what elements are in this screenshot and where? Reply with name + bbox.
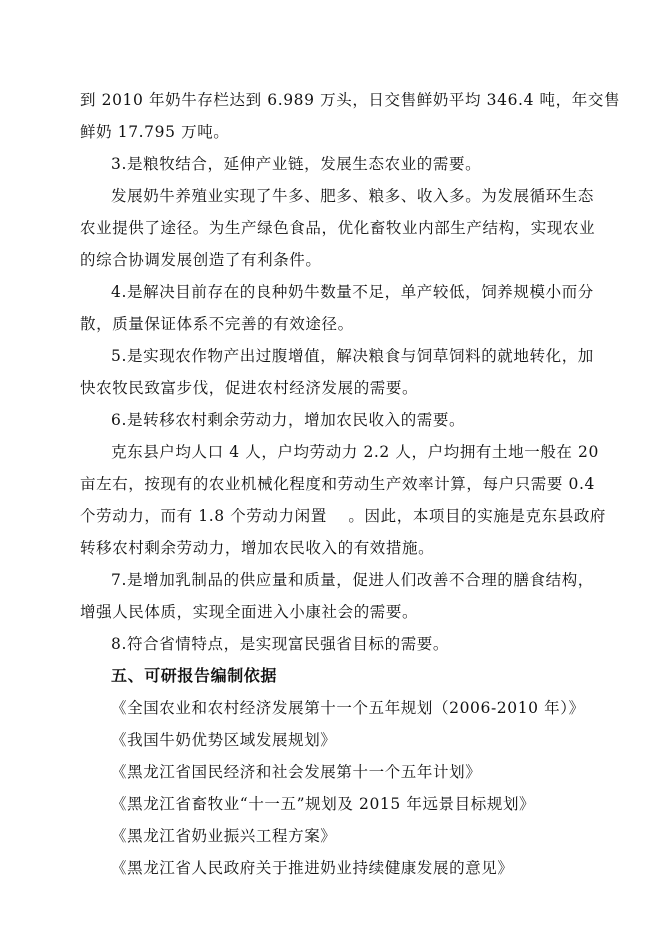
text-line-3: 3.是粮牧结合，延伸产业链，发展生态农业的需要。 — [111, 155, 482, 173]
reference-item: 《全国农业和农村经济发展第十一个五年规划（2006-2010 年）》 — [111, 699, 585, 717]
reference-item: 《黑龙江省人民政府关于推进奶业持续健康发展的意见》 — [111, 859, 514, 877]
text-line-15: 转移农村剩余劳动力，增加农民收入的有效措施。 — [80, 539, 435, 557]
text-line-11: 6.是转移农村剩余劳动力，增加农民收入的需要。 — [111, 411, 466, 429]
text-line-16: 7.是增加乳制品的供应量和质量，促进人们改善不合理的膳食结构， — [111, 571, 594, 589]
text-line-1: 到 2010 年奶牛存栏达到 6.989 万头，日交售鲜奶平均 346.4 吨，年交售 — [80, 91, 621, 109]
section-heading: 五、可研报告编制依据 — [111, 666, 278, 685]
text-line-12: 克东县户均人口 4 人，户均劳动力 2.2 人，户均拥有土地一般在 20 — [111, 443, 599, 461]
text-line-2: 鲜奶 17.795 万吨。 — [80, 123, 230, 141]
reference-item: 《我国牛奶优势区域发展规划》 — [111, 731, 337, 749]
text-line-4: 发展奶牛养殖业实现了牛多、肥多、粮多、收入多。为发展循环生态 — [111, 187, 595, 205]
text-line-9: 5.是实现农作物产出过腹增值，解决粮食与饲草饲料的就地转化，加 — [111, 347, 594, 365]
reference-item: 《黑龙江省奶业振兴工程方案》 — [111, 827, 337, 845]
text-line-13: 亩左右，按现有的农业机械化程度和劳动生产效率计算，每户只需要 0.4 — [80, 475, 595, 493]
text-line-6: 的综合协调发展创造了有利条件。 — [80, 251, 322, 269]
text-line-10: 快农牧民致富步伐，促进农村经济发展的需要。 — [80, 379, 419, 397]
text-line-5: 农业提供了途径。为生产绿色食品，优化畜牧业内部生产结构，实现农业 — [80, 219, 596, 237]
text-line-8: 散，质量保证体系不完善的有效途径。 — [80, 315, 354, 333]
reference-item: 《黑龙江省畜牧业“十一五”规划及 2015 年远景目标规划》 — [111, 795, 536, 813]
reference-item: 《黑龙江省国民经济和社会发展第十一个五年计划》 — [111, 763, 482, 781]
text-line-18: 8.符合省情特点，是实现富民强省目标的需要。 — [111, 635, 449, 653]
text-line-14: 个劳动力，而有 1.8 个劳动力闲置 。因此，本项目的实施是克东县政府 — [80, 507, 607, 525]
text-line-7: 4.是解决目前存在的良种奶牛数量不足，单产较低，饲养规模小而分 — [111, 283, 594, 301]
text-line-17: 增强人民体质，实现全面进入小康社会的需要。 — [80, 603, 419, 621]
